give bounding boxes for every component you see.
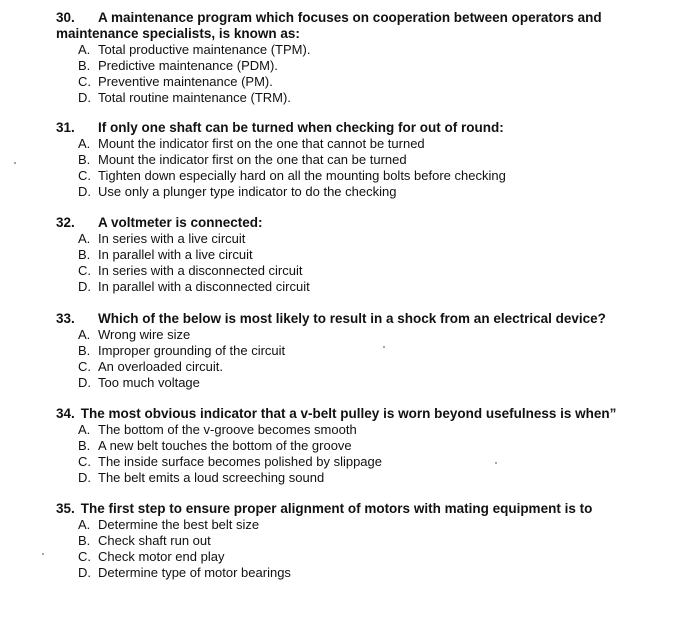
- answer-option-d: [56, 470, 686, 486]
- answer-options: [56, 422, 686, 486]
- question-number: 30.: [56, 10, 75, 25]
- answer-options: [56, 42, 686, 106]
- question-stem: [56, 215, 686, 231]
- option-text: Mount the indicator first on the one that cannot be turned: [98, 136, 425, 151]
- question-stem: [56, 120, 686, 136]
- answer-option-b: [56, 58, 686, 74]
- question-33: [56, 311, 686, 391]
- question-number: 35.: [56, 501, 75, 516]
- option-letter: B.: [78, 247, 91, 262]
- scan-speck: [383, 346, 385, 348]
- option-text: Wrong wire size: [98, 327, 191, 342]
- option-text: An overloaded circuit.: [98, 359, 224, 374]
- answer-option-a: [56, 517, 686, 533]
- answer-options: [56, 136, 686, 200]
- option-letter: A.: [78, 231, 91, 246]
- option-text: Tighten down especially hard on all the mounting bolts before checking: [98, 168, 506, 183]
- question-text: Which of the below is most likely to result in a shock from an electrical device?: [98, 311, 606, 326]
- answer-option-d: [56, 375, 686, 391]
- option-text: Determine the best belt size: [98, 517, 260, 532]
- option-text: Determine type of motor bearings: [98, 565, 291, 580]
- option-letter: C.: [78, 359, 91, 374]
- answer-option-d: [56, 279, 686, 295]
- option-letter: D.: [78, 279, 91, 294]
- answer-option-b: [56, 343, 686, 359]
- answer-option-c: [56, 359, 686, 375]
- answer-option-d: [56, 565, 686, 581]
- option-letter: D.: [78, 565, 91, 580]
- question-stem: [56, 10, 686, 42]
- option-letter: C.: [78, 263, 91, 278]
- option-text: Use only a plunger type indicator to do the checking: [98, 184, 397, 199]
- answer-option-a: [56, 136, 686, 152]
- answer-option-c: [56, 549, 686, 565]
- answer-options: [56, 231, 686, 295]
- option-letter: D.: [78, 375, 91, 390]
- question-text: A maintenance program which focuses on cooperation between operators and maintenance specialists, is known as:: [56, 10, 602, 41]
- option-text: Improper grounding of the circuit: [98, 343, 286, 358]
- question-text: The first step to ensure proper alignment of motors with mating equipment is to: [80, 501, 593, 516]
- answer-option-a: [56, 231, 686, 247]
- option-text: Too much voltage: [98, 375, 200, 390]
- option-text: Check shaft run out: [98, 533, 211, 548]
- option-text: In series with a disconnected circuit: [98, 263, 303, 278]
- question-text: A voltmeter is connected:: [98, 215, 263, 230]
- option-letter: D.: [78, 90, 91, 105]
- answer-option-b: [56, 438, 686, 454]
- option-letter: D.: [78, 184, 91, 199]
- option-letter: B.: [78, 438, 91, 453]
- question-stem: [56, 501, 686, 517]
- option-letter: A.: [78, 42, 91, 57]
- answer-option-c: [56, 74, 686, 90]
- option-text: Total productive maintenance (TPM).: [98, 42, 311, 57]
- question-text: If only one shaft can be turned when checking for out of round:: [98, 120, 504, 135]
- question-30: [56, 10, 686, 106]
- option-letter: B.: [78, 343, 91, 358]
- scan-speck: [42, 553, 44, 555]
- answer-option-a: [56, 42, 686, 58]
- option-letter: B.: [78, 58, 91, 73]
- question-text: The most obvious indicator that a v-belt pulley is worn beyond usefulness is when”: [80, 406, 617, 421]
- option-letter: C.: [78, 168, 91, 183]
- question-31: [56, 120, 686, 200]
- question-35: [56, 501, 686, 581]
- answer-option-c: [56, 168, 686, 184]
- option-letter: D.: [78, 470, 91, 485]
- option-letter: C.: [78, 74, 91, 89]
- option-text: The belt emits a loud screeching sound: [98, 470, 325, 485]
- question-32: [56, 215, 686, 295]
- option-letter: C.: [78, 549, 91, 564]
- answer-option-c: [56, 263, 686, 279]
- option-letter: A.: [78, 517, 91, 532]
- answer-options: [56, 517, 686, 581]
- question-number: 34.: [56, 406, 75, 421]
- answer-option-a: [56, 327, 686, 343]
- question-number: 32.: [56, 215, 75, 230]
- question-number: 31.: [56, 120, 75, 135]
- scan-speck: [14, 162, 16, 164]
- question-number: 33.: [56, 311, 75, 326]
- option-letter: A.: [78, 422, 91, 437]
- option-letter: B.: [78, 152, 91, 167]
- option-text: Predictive maintenance (PDM).: [98, 58, 278, 73]
- option-letter: A.: [78, 136, 91, 151]
- answer-option-b: [56, 152, 686, 168]
- option-text: In series with a live circuit: [98, 231, 246, 246]
- answer-option-b: [56, 533, 686, 549]
- answer-option-d: [56, 90, 686, 106]
- answer-options: [56, 327, 686, 391]
- option-text: Preventive maintenance (PM).: [98, 74, 273, 89]
- option-text: In parallel with a disconnected circuit: [98, 279, 310, 294]
- answer-option-b: [56, 247, 686, 263]
- question-stem: [56, 311, 686, 327]
- option-letter: A.: [78, 327, 91, 342]
- option-text: Total routine maintenance (TRM).: [98, 90, 291, 105]
- option-text: In parallel with a live circuit: [98, 247, 253, 262]
- option-text: A new belt touches the bottom of the groove: [98, 438, 352, 453]
- answer-option-d: [56, 184, 686, 200]
- question-34: [56, 406, 686, 486]
- option-text: Check motor end play: [98, 549, 225, 564]
- option-text: Mount the indicator first on the one that can be turned: [98, 152, 407, 167]
- option-text: The inside surface becomes polished by slippage: [98, 454, 383, 469]
- question-stem: [56, 406, 686, 422]
- option-letter: C.: [78, 454, 91, 469]
- option-letter: B.: [78, 533, 91, 548]
- answer-option-c: [56, 454, 686, 470]
- scan-speck: [495, 462, 497, 464]
- answer-option-a: [56, 422, 686, 438]
- option-text: The bottom of the v-groove becomes smooth: [98, 422, 357, 437]
